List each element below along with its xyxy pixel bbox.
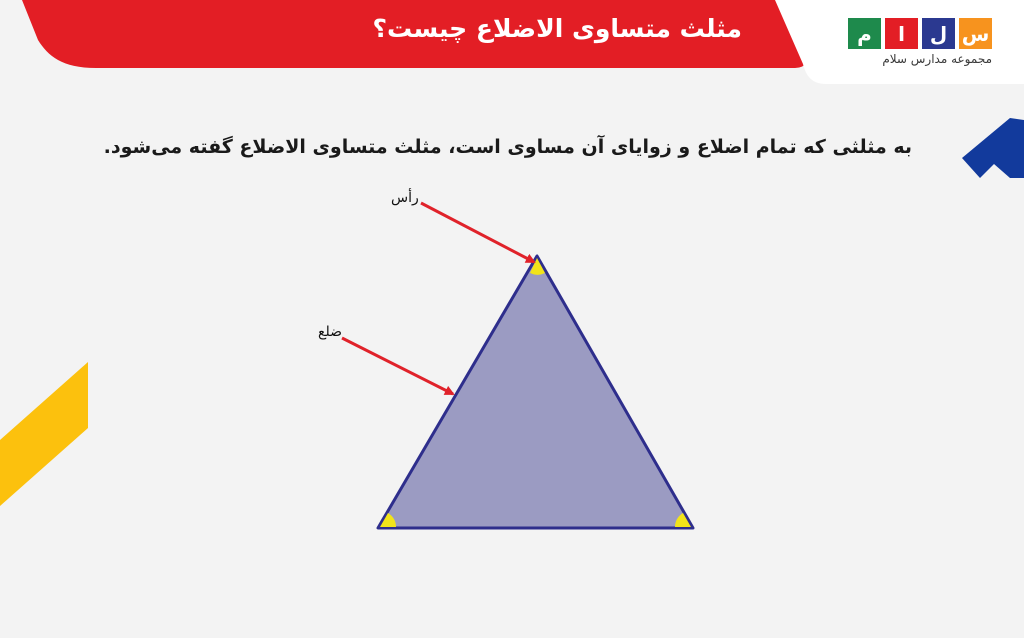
logo-letters — [848, 18, 992, 49]
page-title: مثلث متساوی الاضلاع چیست؟ — [372, 14, 742, 43]
vertex-label: رأس — [391, 190, 419, 206]
decorative-stripe-shape — [0, 362, 88, 506]
logo — [848, 18, 992, 66]
logo-letter-alef: ا — [885, 18, 918, 49]
logo-letter-lam: ل — [922, 18, 955, 49]
logo-letter-mim: م — [848, 18, 881, 49]
vertex-arrow — [421, 203, 534, 262]
description-text: به مثلثی که تمام اضلاع و زوایای آن مساوی است، مثلث متساوی الاضلاع گفته می‌شود. — [103, 136, 912, 158]
side-arrow — [342, 338, 453, 394]
logo-caption: مجموعه مدارس سلام — [882, 52, 992, 66]
side-label: ضلع — [318, 324, 342, 340]
decorative-chevron-shape — [962, 118, 1024, 178]
logo-letter-sin: س — [959, 18, 992, 49]
equilateral-triangle — [378, 256, 693, 528]
